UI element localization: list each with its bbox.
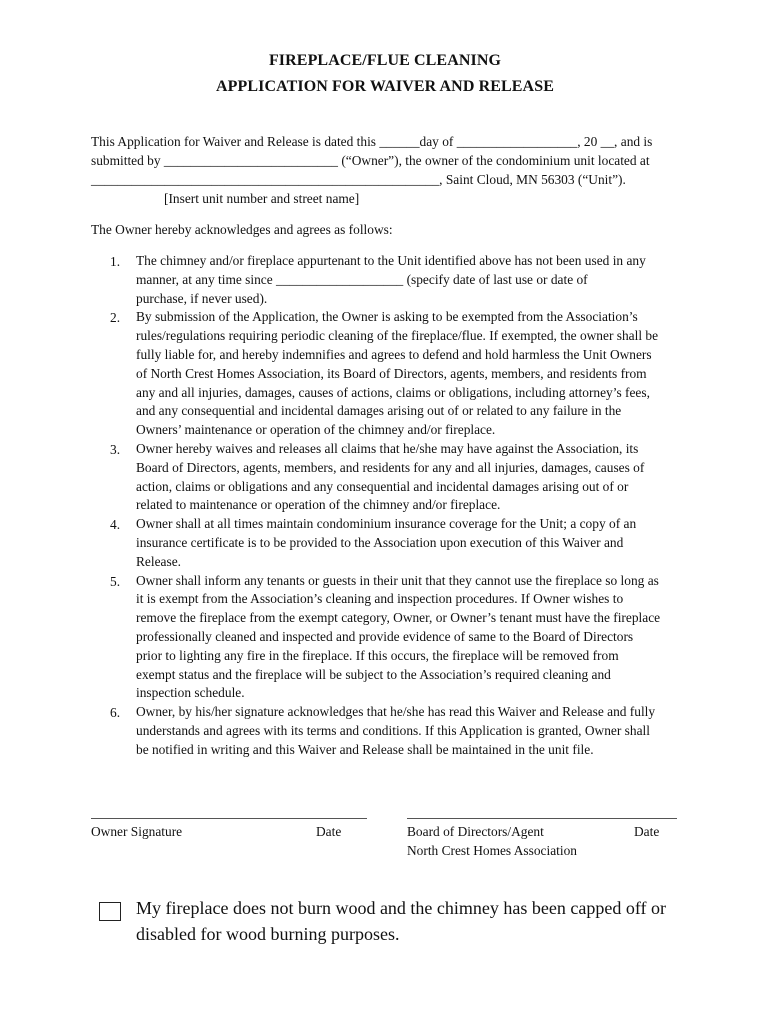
term-text-line: Owners’ maintenance or operation of the chimney and/or fireplace. bbox=[136, 422, 496, 438]
term-text-line: Owner hereby waives and releases all claims that he/she may have against the Association, its bbox=[136, 440, 639, 456]
board-signature-label: Board of Directors/Agent bbox=[407, 824, 544, 839]
term-text-line: understands and agrees with its terms and conditions. If this Application is granted, Owner shall bbox=[136, 722, 650, 738]
term-number: 3. bbox=[110, 441, 121, 457]
owner-signature-label: Owner Signature bbox=[91, 824, 183, 839]
term-text-line: fully liable for, and hereby indemnifies and agrees to defend and hold harmless the Unit Owners bbox=[136, 346, 652, 362]
term-text-line: By submission of the Application, the Owner is asking to be exempted from the Association’s bbox=[136, 309, 638, 325]
unit-address-hint: [Insert unit number and street name] bbox=[164, 191, 360, 206]
document-title-line1: FIREPLACE/FLUE CLEANING bbox=[268, 52, 502, 69]
term-text-line: professionally cleaned and inspected and provide evidence of same to the Board of Directors bbox=[136, 628, 634, 644]
term-text-line: exempt status and the fireplace will be subject to the Association’s required cleaning and bbox=[136, 666, 611, 682]
term-text-line: Board of Directors, agents, members, and residents for any and all injuries, damages, causes of bbox=[136, 459, 645, 475]
owner-signature-line[interactable] bbox=[91, 818, 367, 819]
checkbox-label-line1: My fireplace does not burn wood and the chimney has been capped off or bbox=[136, 898, 666, 918]
term-text-line: remove the fireplace from the exempt category, Owner, or Owner’s tenant must have the fireplace bbox=[136, 610, 661, 626]
term-text-line: it is exempt from the Association’s cleaning and inspection procedures. If Owner wishes to bbox=[136, 591, 624, 607]
term-text-line: prior to lighting any fire in the fireplace. If this occurs, the fireplace will be removed from bbox=[136, 647, 619, 663]
term-number: 4. bbox=[110, 517, 121, 533]
term-item bbox=[91, 703, 691, 759]
term-text-line: inspection schedule. bbox=[136, 685, 245, 701]
term-number: 6. bbox=[110, 705, 121, 721]
term-item bbox=[91, 308, 691, 440]
checkbox-label-line2: disabled for wood burning purposes. bbox=[136, 924, 400, 944]
board-signature-line[interactable] bbox=[407, 818, 677, 819]
term-text-line: any and all injuries, damages, causes of actions, claims or obligations, including attorney’s fees, bbox=[136, 384, 650, 400]
term-number: 1. bbox=[110, 254, 121, 269]
term-text-line: action, claims or obligations and any consequential and incidental damages arising out of or bbox=[136, 478, 629, 494]
term-item bbox=[91, 252, 691, 308]
term-item bbox=[91, 572, 691, 704]
association-name: North Crest Homes Association bbox=[407, 843, 577, 858]
term-item bbox=[91, 515, 691, 571]
term-text-line: The chimney and/or fireplace appurtenant to the Unit identified above has not been used in any bbox=[136, 253, 646, 268]
term-number: 2. bbox=[110, 310, 121, 326]
term-number: 5. bbox=[110, 573, 121, 589]
terms-list bbox=[91, 252, 691, 760]
term-text-line: Owner shall inform any tenants or guests in their unit that they cannot use the fireplace so long as bbox=[136, 572, 659, 588]
term-text-line: Owner shall at all times maintain condominium insurance coverage for the Unit; a copy of an bbox=[136, 516, 637, 532]
term-text-line: purchase, if never used). bbox=[136, 290, 268, 306]
term-text-line: Owner, by his/her signature acknowledges that he/she has read this Waiver and Release and fully bbox=[136, 704, 656, 720]
intro-line-3: ____________________________________________________, Saint Cloud, MN 56303 (“Unit”). bbox=[91, 172, 626, 187]
document-title-line2: APPLICATION FOR WAIVER AND RELEASE bbox=[216, 78, 554, 95]
term-text-line: related to maintenance or operation of the chimney and/or fireplace. bbox=[136, 497, 501, 513]
term-text-line: Release. bbox=[136, 553, 181, 569]
term-text-line: rules/regulations requiring periodic cleaning of the fireplace/flue. If exempted, the owner shall be bbox=[136, 328, 659, 344]
term-item bbox=[91, 440, 691, 515]
term-text-line: insurance certificate is to be provided to the Association upon execution of this Waiver and bbox=[136, 534, 624, 550]
term-text-line: be notified in writing and this Waiver and Release shall be maintained in the unit file. bbox=[136, 741, 594, 757]
board-date-label: Date bbox=[634, 824, 660, 839]
term-text-line: of North Crest Homes Association, its Board of Directors, agents, members, and residents from bbox=[136, 365, 647, 381]
intro-line-1: This Application for Waiver and Release is dated this ______day of __________________, 20 __, and is bbox=[91, 134, 653, 149]
term-text-line: and any consequential and incidental damages arising out of or related to any failure in the bbox=[136, 403, 622, 419]
owner-date-label: Date bbox=[316, 824, 342, 839]
intro-line-2: submitted by __________________________ (“Owner”), the owner of the condominium unit located at bbox=[91, 153, 650, 168]
acknowledgement-statement: The Owner hereby acknowledges and agrees as follows: bbox=[91, 222, 393, 237]
wood-burning-disabled-checkbox[interactable] bbox=[99, 902, 121, 921]
term-text-line: manner, at any time since ___________________ (specify date of last use or date of bbox=[136, 271, 588, 287]
